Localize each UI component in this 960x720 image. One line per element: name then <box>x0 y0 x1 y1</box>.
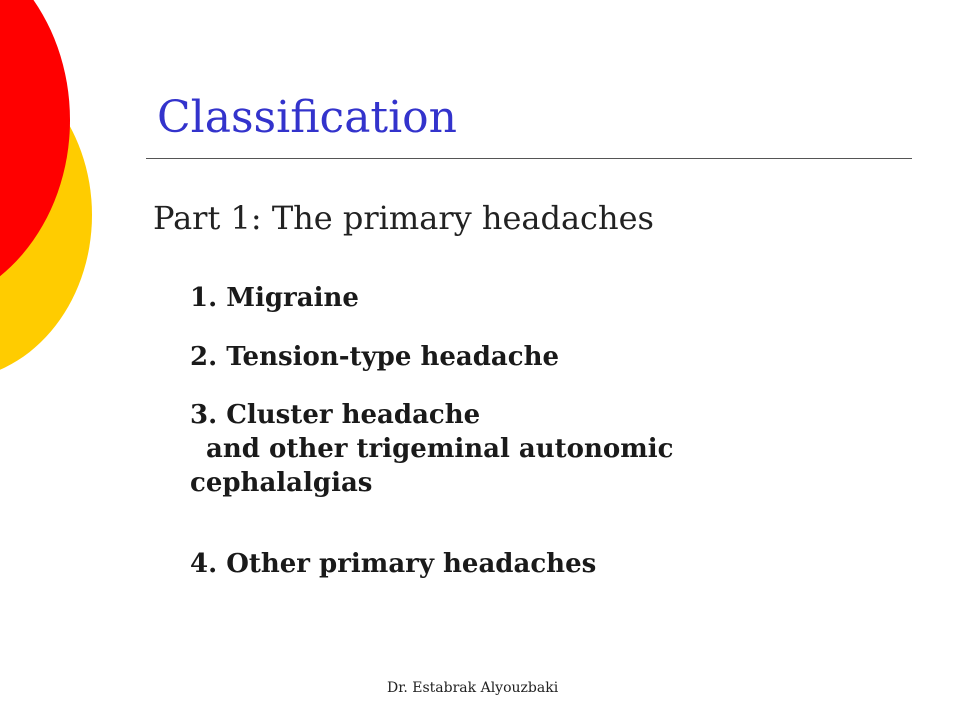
list-item-migraine: 1. Migraine <box>190 283 359 313</box>
list-item-other-primary: 4. Other primary headaches <box>190 549 597 579</box>
slide-title: Classification <box>157 92 458 143</box>
footer-author: Dr. Estabrak Alyouzbaki <box>387 680 559 696</box>
list-item-cluster-headache <box>190 398 673 500</box>
title-divider <box>146 158 912 159</box>
list-item-line: 3. Cluster headache <box>190 400 481 430</box>
slide-subtitle: Part 1: The primary headaches <box>153 199 654 237</box>
list-item-line: cephalalgias <box>190 468 373 498</box>
list-item-tension-type: 2. Tension-type headache <box>190 342 560 372</box>
list-item-line: and other trigeminal autonomic <box>206 434 674 464</box>
